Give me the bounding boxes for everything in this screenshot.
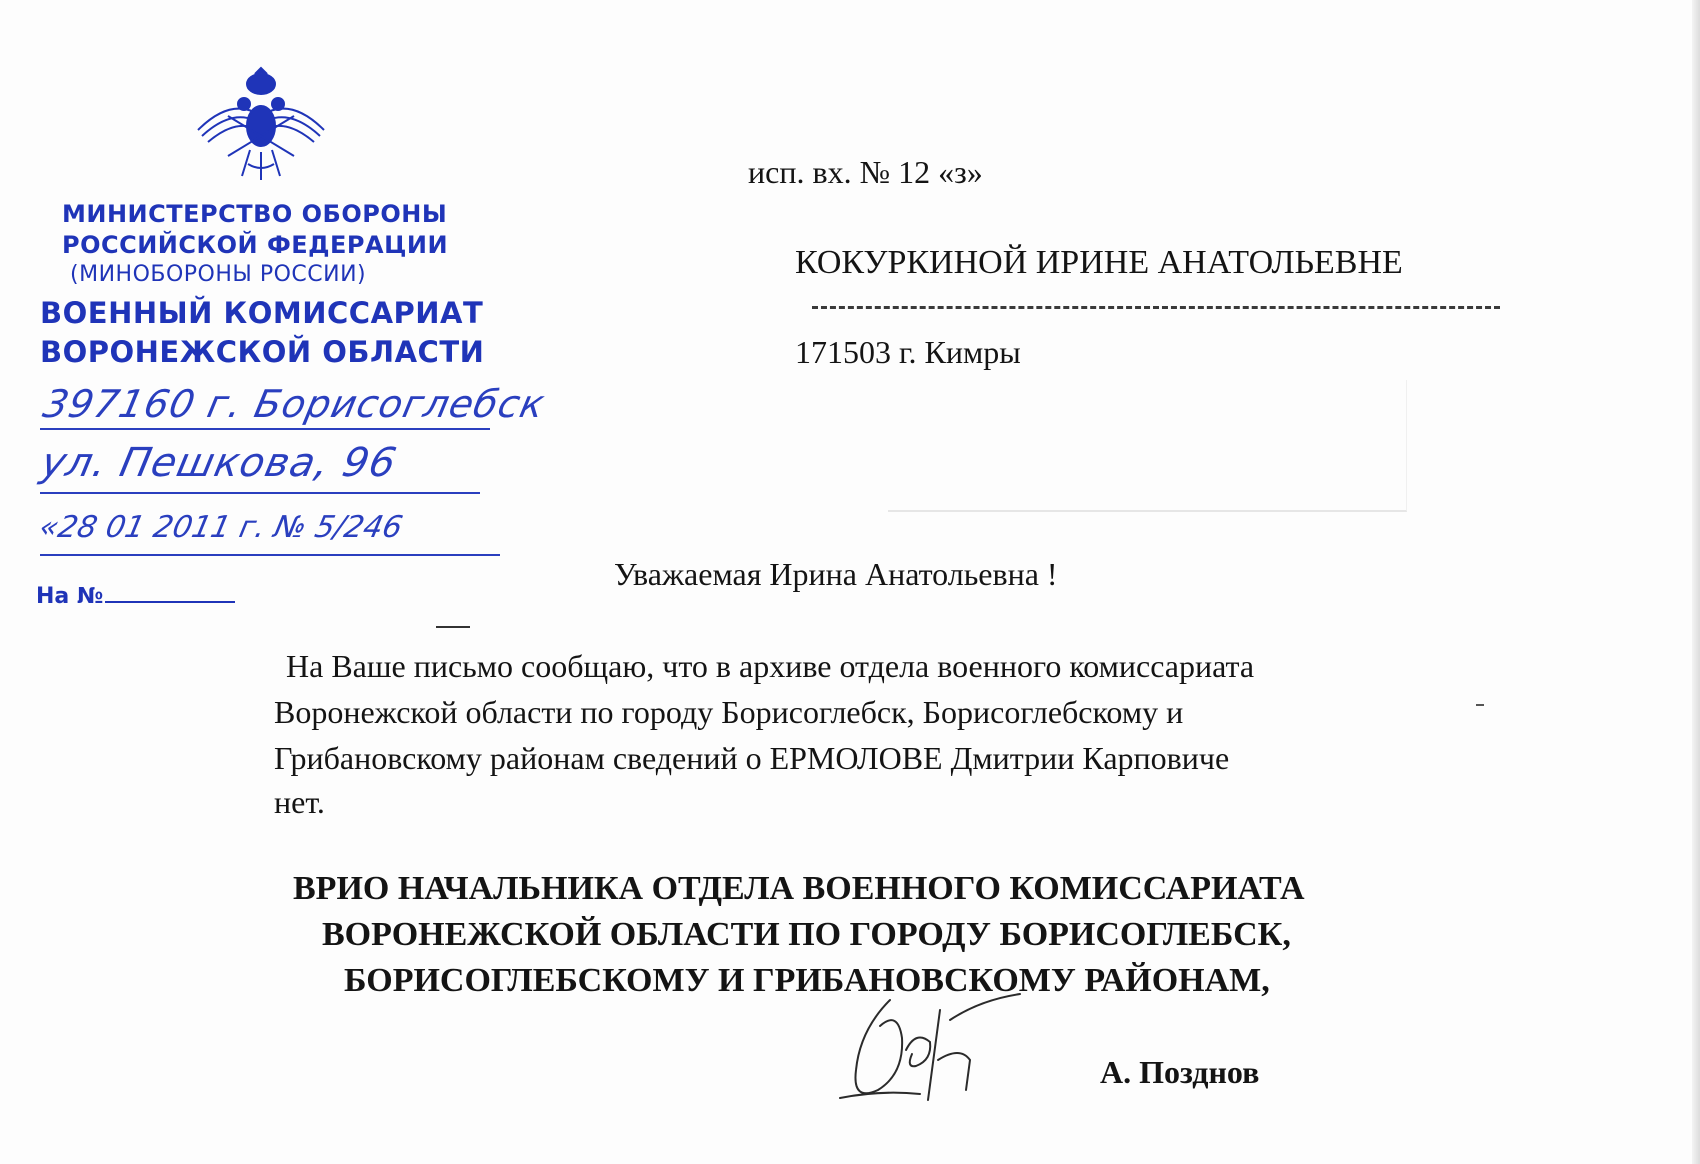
body-line: Грибановскому районам сведений о ЕРМОЛОВЕ Дмитрии Карповиче [274,740,1230,776]
incoming-reference: исп. вх. № 12 «з» [748,154,983,190]
handwritten-address-street: ул. Пешкова, 96 [37,440,401,486]
underline [40,428,490,430]
letter-greeting: Уважаемая Ирина Анатольевна ! [614,556,1058,592]
stray-mark [1476,704,1484,706]
stamp-line-region: ВОРОНЕЖСКОЙ ОБЛАСТИ [40,335,485,369]
double-headed-eagle-icon [168,60,354,190]
underline [40,492,480,494]
signatory-title-line: БОРИСОГЛЕБСКОМУ И ГРИБАНОВСКОМУ РАЙОНАМ, [344,962,1270,999]
page-edge-shadow [1692,0,1700,1164]
body-line: На Ваше письмо сообщаю, что в архиве отдела военного комиссариата [286,648,1255,684]
addressee-name: КОКУРКИНОЙ ИРИНЕ АНАТОЛЬЕВНЕ [795,244,1403,281]
reply-to-blank [105,601,235,603]
stamp-line-ministry: МИНИСТЕРСТВО ОБОРОНЫ [62,200,448,228]
body-line: нет. [274,784,325,820]
underline [40,554,500,556]
addressee-separator [812,306,1500,309]
stamp-line-federation: РОССИЙСКОЙ ФЕДЕРАЦИИ [62,231,449,259]
signatory-title-line: ВРИО НАЧАЛЬНИКА ОТДЕЛА ВОЕННОГО КОМИССАРИАТА [293,870,1305,907]
handwritten-address-city: 397160 г. Борисоглебск [39,382,550,426]
handwritten-date-number: «28 01 2011 г. № 5/246 [36,510,406,545]
reply-to-label: На № [36,584,104,609]
body-line: Воронежской области по городу Борисоглебск, Борисоглебскому и [274,694,1184,730]
stamp-line-abbrev: (МИНОБОРОНЫ РОССИИ) [70,262,367,287]
faint-envelope-window [888,380,1407,512]
addressee-address: 171503 г. Кимры [795,334,1021,370]
reply-to-number-label [36,584,235,609]
underline [436,626,470,628]
signatory-title-line: ВОРОНЕЖСКОЙ ОБЛАСТИ ПО ГОРОДУ БОРИСОГЛЕБСК, [322,916,1291,953]
stamp-line-commissariat: ВОЕННЫЙ КОМИССАРИАТ [40,296,484,330]
handwritten-signature [820,990,1050,1110]
signer-name: А. Позднов [1100,1054,1260,1090]
